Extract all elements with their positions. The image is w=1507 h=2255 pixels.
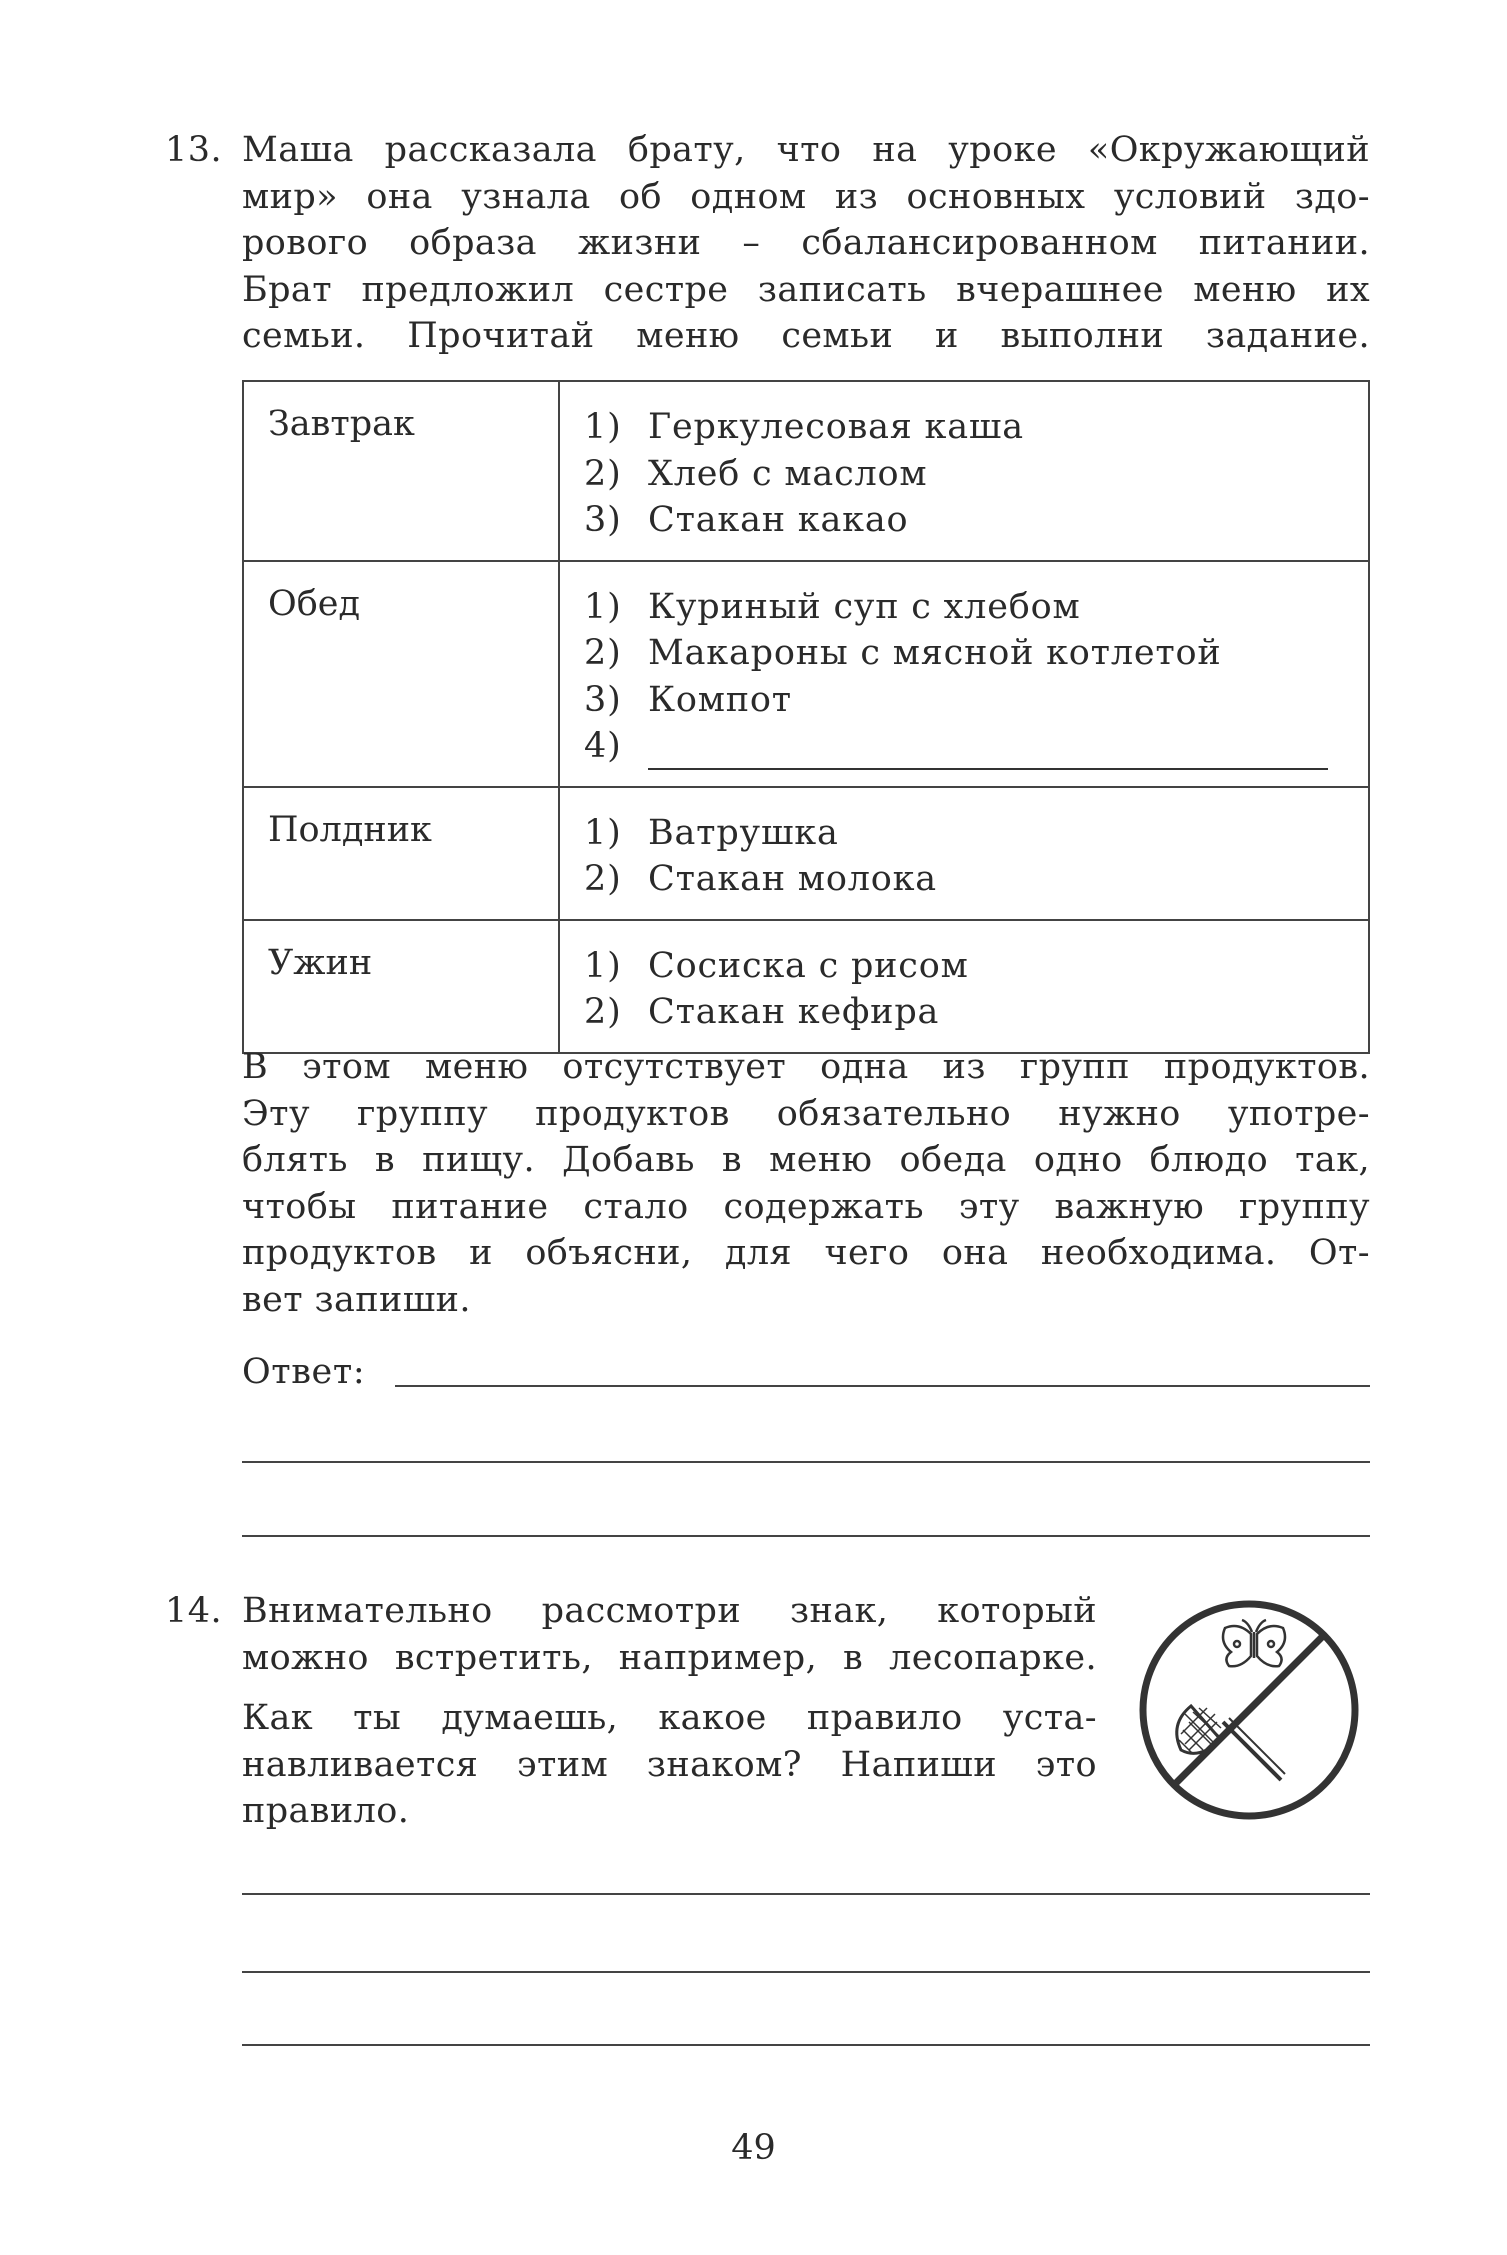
list-item <box>584 497 1368 544</box>
table-row <box>243 920 1369 1053</box>
dish-number: 2) <box>584 992 622 1032</box>
task-line: Эту группу продуктов обязательно нужно употре- <box>242 1093 1370 1134</box>
meal-name: Обед <box>243 561 559 787</box>
dish-blank-field[interactable] <box>648 738 1328 770</box>
meal-name: Ужин <box>243 920 559 1053</box>
question-13-number: 13. <box>165 130 223 170</box>
dish-number: 1) <box>584 812 622 853</box>
question-14-number: 14. <box>165 1591 223 1631</box>
q14-line: можно встретить, например, в лесопарке. <box>242 1637 1097 1678</box>
dish-number: 4) <box>584 726 622 766</box>
task-line: В этом меню отсутствует одна из групп продуктов. <box>242 1047 1370 1087</box>
list-item <box>584 810 1368 857</box>
q14-answer-line-1[interactable] <box>242 1893 1370 1895</box>
task-line: вет запиши. <box>242 1279 471 1320</box>
dish-number: 1) <box>584 586 622 627</box>
answer-line-2[interactable] <box>242 1461 1370 1463</box>
dish-text: Стакан кефира <box>648 992 940 1032</box>
dish-number: 3) <box>584 679 622 720</box>
table-row <box>243 787 1369 920</box>
dish-number: 3) <box>584 500 622 540</box>
dish-text: Стакан молока <box>648 859 937 899</box>
list-item <box>584 943 1368 990</box>
page-number: 49 <box>731 2128 776 2168</box>
intro-line: рового образа жизни – сбалансированном питании. <box>242 223 1370 263</box>
q14-answer-line-2[interactable] <box>242 1971 1370 1973</box>
dish-text: Геркулесовая каша <box>648 407 1024 447</box>
no-butterfly-catching-sign-icon <box>1133 1594 1365 1826</box>
list-item <box>584 584 1368 631</box>
question-14-task <box>242 1695 1097 1835</box>
q14-line: навливается этим знаком? Напиши это <box>242 1744 1097 1785</box>
dish-text: Хлеб с маслом <box>648 453 928 494</box>
answer-line-3[interactable] <box>242 1535 1370 1537</box>
dish-list <box>559 381 1369 561</box>
question-13-intro <box>242 127 1370 360</box>
meal-name: Полдник <box>243 787 559 920</box>
dish-number: 2) <box>584 453 622 494</box>
intro-line: мир» она узнала об одном из основных условий здо- <box>242 176 1370 217</box>
list-item <box>584 856 1368 903</box>
table-row <box>243 381 1369 561</box>
family-menu-table <box>242 380 1370 1054</box>
dish-number: 1) <box>584 945 622 986</box>
list-item <box>584 723 1368 770</box>
dish-text: Стакан какао <box>648 500 909 540</box>
dish-text: Куриный суп с хлебом <box>648 586 1081 627</box>
dish-number: 1) <box>584 407 622 447</box>
list-item <box>584 989 1368 1036</box>
question-13-task <box>242 1044 1370 1323</box>
q14-answer-line-3[interactable] <box>242 2044 1370 2046</box>
task-line: продуктов и объясни, для чего она необходима. От- <box>242 1233 1370 1273</box>
dish-number: 2) <box>584 859 622 899</box>
intro-line: Маша рассказала брату, что на уроке «Окружающий <box>242 130 1370 170</box>
intro-line: семьи. Прочитай меню семьи и выполни задание. <box>242 316 1370 356</box>
list-item <box>584 451 1368 498</box>
meal-name: Завтрак <box>243 381 559 561</box>
answer-line-1[interactable] <box>395 1385 1370 1387</box>
list-item <box>584 630 1368 677</box>
task-line: блять в пищу. Добавь в меню обеда одно блюдо так, <box>242 1140 1370 1180</box>
dish-number: 2) <box>584 633 622 673</box>
dish-text: Компот <box>648 679 792 720</box>
list-item <box>584 677 1368 724</box>
dish-list <box>559 787 1369 920</box>
intro-line: Брат предложил сестре записать вчерашнее меню их <box>242 269 1370 310</box>
table-row <box>243 561 1369 787</box>
list-item <box>584 404 1368 451</box>
task-line: чтобы питание стало содержать эту важную группу <box>242 1186 1370 1227</box>
answer-label: Ответ: <box>242 1352 366 1392</box>
q14-line: Как ты думаешь, какое правило уста- <box>242 1698 1097 1738</box>
q14-line: правило. <box>242 1791 410 1831</box>
dish-text: Ватрушка <box>648 812 839 853</box>
dish-text: Сосиска с рисом <box>648 945 969 986</box>
q14-line: Внимательно рассмотри знак, который <box>242 1591 1097 1631</box>
dish-list <box>559 920 1369 1053</box>
dish-text: Макароны с мясной котлетой <box>648 633 1222 673</box>
question-14-intro <box>242 1588 1097 1681</box>
dish-list <box>559 561 1369 787</box>
